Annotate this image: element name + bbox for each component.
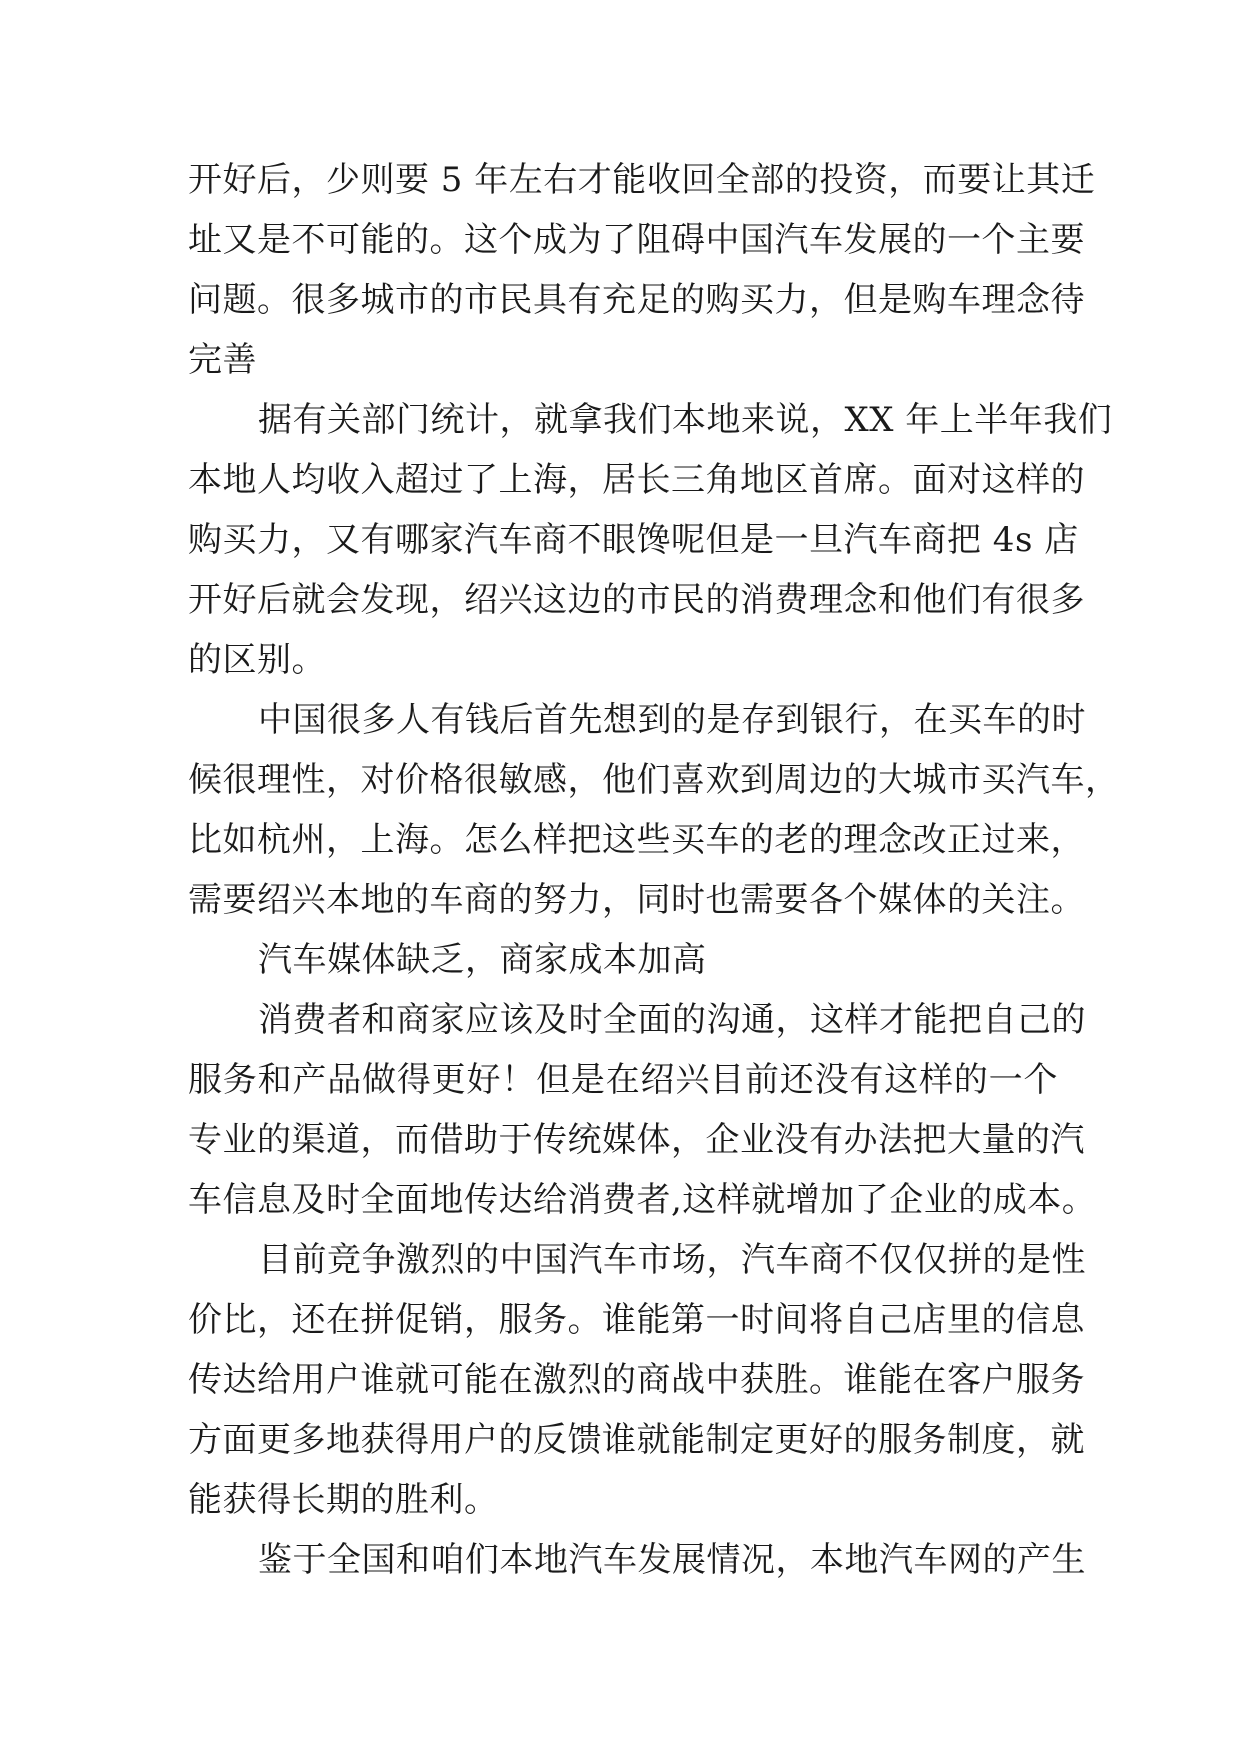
text-line: 址又是不可能的。这个成为了阻碍中国汽车发展的一个主要: [188, 220, 1085, 260]
text-line: 候很理性，对价格很敏感，他们喜欢到周边的大城市买汽车，: [188, 760, 1120, 800]
text-line: 能获得长期的胜利。: [188, 1480, 499, 1520]
text-line: 购买力，又有哪家汽车商不眼馋呢但是一旦汽车商把 4s 店: [188, 520, 1079, 560]
text-line: 消费者和商家应该及时全面的沟通，这样才能把自己的: [258, 1000, 1086, 1040]
text-line: 专业的渠道，而借助于传统媒体，企业没有办法把大量的汽: [188, 1120, 1085, 1160]
text-line: 车信息及时全面地传达给消费者,这样就增加了企业的成本。: [188, 1180, 1097, 1220]
text-line: 开好后，少则要 5 年左右才能收回全部的投资，而要让其迁: [188, 160, 1096, 200]
text-line: 传达给用户谁就可能在激烈的商战中获胜。谁能在客户服务: [188, 1360, 1085, 1400]
text-line: 中国很多人有钱后首先想到的是存到银行，在买车的时: [258, 700, 1086, 740]
text-line: 鉴于全国和咱们本地汽车发展情况，本地汽车网的产生: [258, 1540, 1086, 1580]
text-line: 服务和产品做得更好！但是在绍兴目前还没有这样的一个: [188, 1060, 1058, 1100]
text-line: 完善: [188, 340, 257, 380]
text-line: 需要绍兴本地的车商的努力，同时也需要各个媒体的关注。: [188, 880, 1085, 920]
text-line: 比如杭州，上海。怎么样把这些买车的老的理念改正过来，: [188, 820, 1085, 860]
text-line: 的区别。: [188, 640, 326, 680]
document-body: [188, 150, 1120, 1590]
text-line: 据有关部门统计，就拿我们本地来说，XX 年上半年我们: [258, 400, 1113, 440]
text-line: 汽车媒体缺乏，商家成本加高: [258, 940, 707, 980]
text-line: 开好后就会发现，绍兴这边的市民的消费理念和他们有很多: [188, 580, 1085, 620]
text-line: 方面更多地获得用户的反馈谁就能制定更好的服务制度，就: [188, 1420, 1085, 1460]
text-line: 价比，还在拼促销，服务。谁能第一时间将自己店里的信息: [188, 1300, 1085, 1340]
text-line: 本地人均收入超过了上海，居长三角地区首席。面对这样的: [188, 460, 1085, 500]
text-line: 问题。很多城市的市民具有充足的购买力，但是购车理念待: [188, 280, 1085, 320]
text-line: 目前竞争激烈的中国汽车市场，汽车商不仅仅拼的是性: [258, 1240, 1086, 1280]
